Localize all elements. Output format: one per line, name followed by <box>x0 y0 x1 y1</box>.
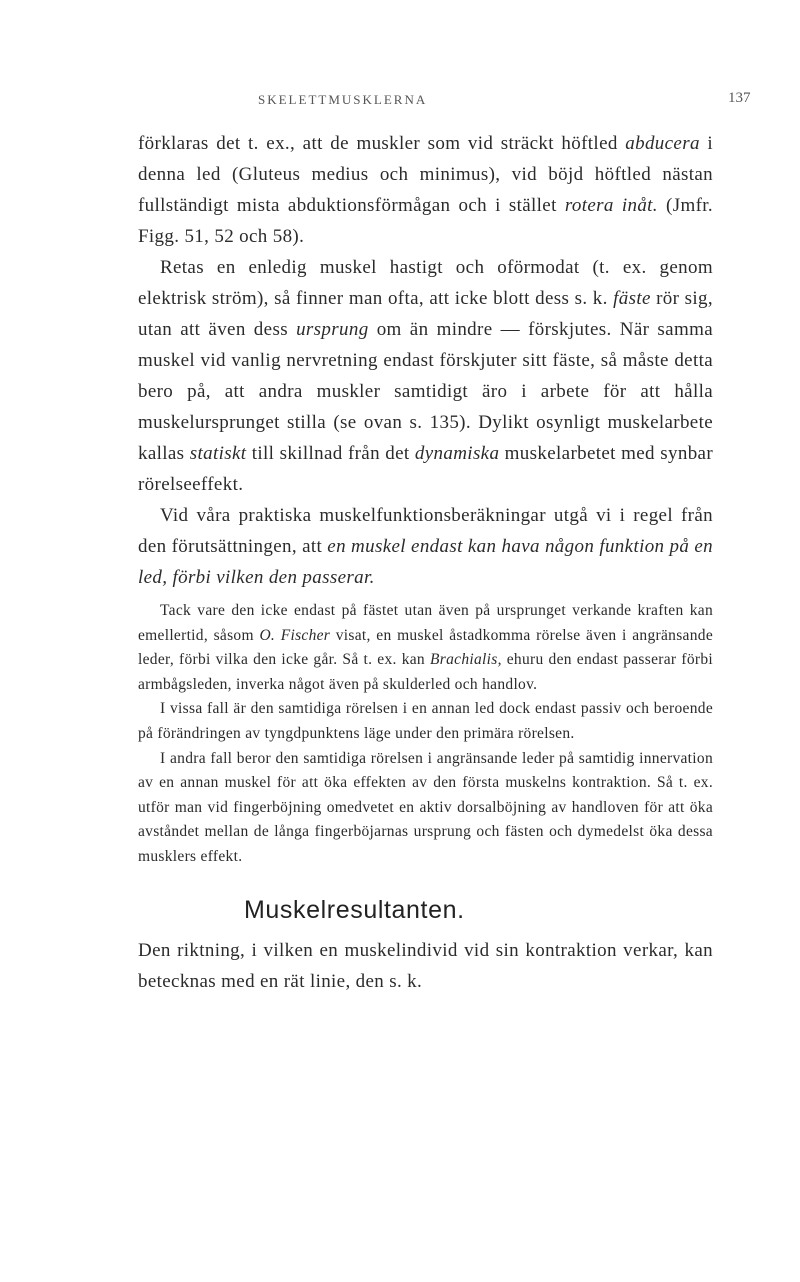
section-heading: Muskelresultanten. <box>244 895 465 924</box>
note-passive-motion: I vissa fall är den samtidiga rörelsen i en annan led dock endast passiv och beroende på förändringen av tyngdpunktens läge under den primära rörelsen. <box>138 700 713 742</box>
emphasis-abducera: abducera <box>625 133 700 154</box>
emphasis-ursprung: ursprung <box>296 319 369 340</box>
emphasis-rule: en muskel endast kan hava någon funktion på en led, förbi vilken den passerar. <box>138 536 713 588</box>
small-print-notes <box>138 599 713 870</box>
emphasis-fischer: O. Fischer <box>259 626 331 644</box>
paragraph-static-work: Retas en enledig muskel hastigt och oförmodat (t. ex. genom elektrisk ström), så finner man ofta, att icke blott dess s. k. fäste rör sig, utan att även dess ursprung om än mindre — förskjutes. När samma muskel vid vanlig nervretning endast förskjuter sitt fäste, så måste detta bero på, att andra muskler samtidigt äro i arbete för att hålla muskelursprunget stilla (se ovan s. 135). Dylikt osynligt muskelarbete kallas statiskt till skillnad från det dynamiska muskelarbetet med synbar rörelseeffekt. <box>138 257 714 495</box>
page-number: 137 <box>728 90 751 106</box>
emphasis-brachialis: Brachialis, <box>429 651 502 669</box>
paragraph-resultant: Den riktning, i vilken en muskelindivid vid sin kontraktion verkar, kan betecknas med en rät linie, den s. k. <box>138 939 713 992</box>
paragraph-abduction: förklaras det t. ex., att de muskler som vid sträckt höftled abducera i denna led (Gluteus medius och minimus), vid böjd höftled nästan fullständigt mista abduktionsförmågan och i stället rotera inåt. (Jmfr. Figg. 51, 52 och 58). <box>138 133 713 247</box>
body-text <box>138 128 713 997</box>
running-head: SKELETTMUSKLERNA <box>258 92 428 107</box>
emphasis-faste: fäste <box>613 288 651 309</box>
note-fischer: Tack vare den icke endast på fästet utan även på ursprunget verkande kraften kan emellertid, såsom O. Fischer visat, en muskel åstadkomma rörelse även i angränsande leder, förbi vilka den icke går. Så t. ex. kan Brachialis, ehuru den endast passerar förbi armbågsleden, inverka något även på skulderled och handlov. <box>138 602 714 693</box>
emphasis-statiskt: statiskt <box>189 443 247 464</box>
emphasis-dynamiska: dynamiska <box>414 443 500 464</box>
emphasis-rotera: rotera inåt. <box>564 195 658 216</box>
note-innervation: I andra fall beror den samtidiga rörelsen i angränsande leder på samtidig innervation av en annan muskel för att öka effekten av den första muskelns kontraktion. Så t. ex. utför man vid fingerböjning omedvetet en aktiv dorsalböjning av handloven för att öka avståndet mellan de långa fingerböjarnas ursprung och fästen och dymedelst öka dessa musklers effekt. <box>138 749 713 865</box>
paragraph-function-rule: Vid våra praktiska muskelfunktionsberäkningar utgå vi i regel från den förutsättningen, att en muskel endast kan hava någon funktion på en led, förbi vilken den passerar. <box>138 505 713 588</box>
